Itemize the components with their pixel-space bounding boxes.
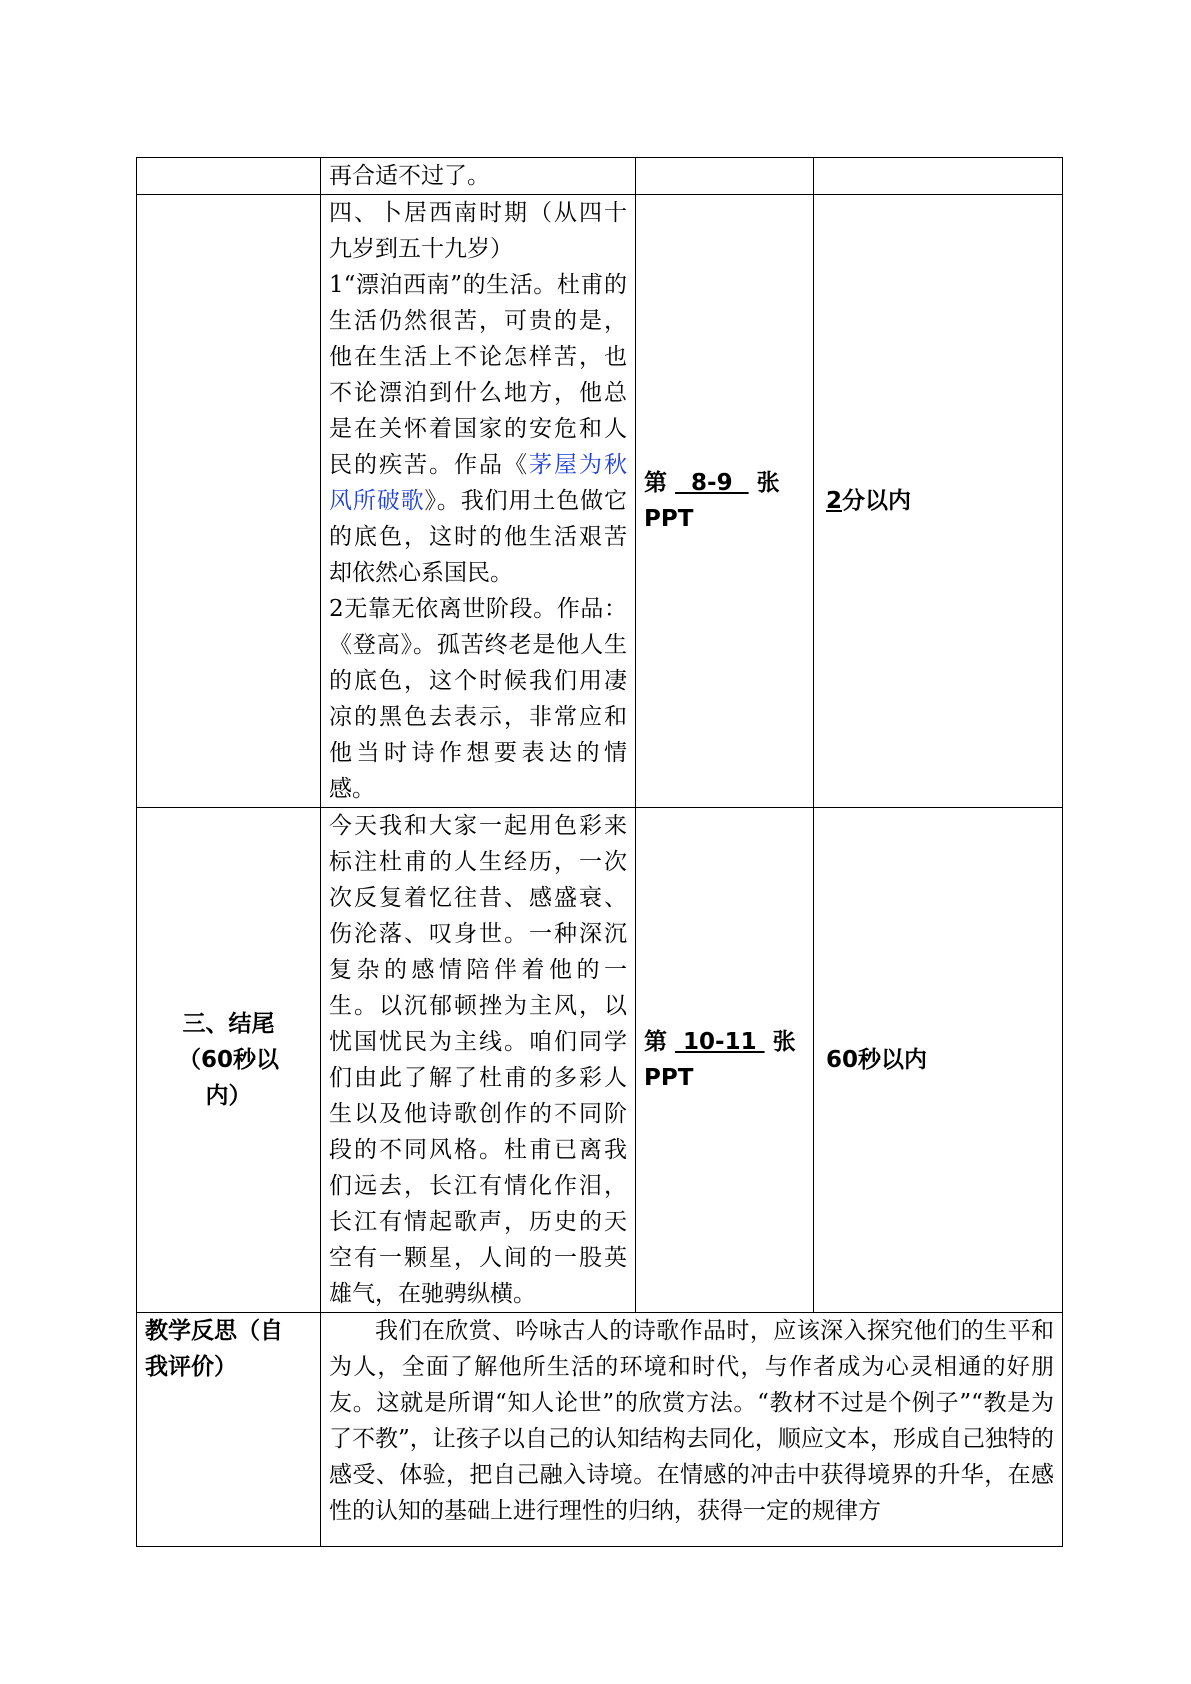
content-cell bbox=[321, 808, 636, 1313]
paragraph-1-text-a: 1“漂泊西南”的生活。杜甫的生活仍然很苦，可贵的是，他在生活上不论怎样苦，也不论漂泊到什么地方，他总是在关怀着国家的安危和人民的疾苦。作品《 bbox=[329, 272, 627, 478]
reflection-label-line1: 教学反思（自 bbox=[145, 1318, 283, 1344]
time-number: 2 bbox=[826, 488, 843, 514]
content-text: 再合适不过了。 bbox=[329, 163, 490, 189]
ppt-cell bbox=[636, 195, 814, 808]
stage-title: 三、结尾 bbox=[182, 1011, 275, 1037]
reflection-text: 我们在欣赏、吟咏古人的诗歌作品时，应该深入探究他们的生平和为人，全面了解他所生活的环境和时代，与作者成为心灵相通的好朋友。这就是所谓“知人论世”的欣赏方法。“教材不过是个例子”“教是为了不教”，让孩子以自己的认知结构去同化，顺应文本，形成自己独特的感受、体验，把自己融入诗境。在情感的冲击中获得境界的升华，在感性的认知的基础上进行理性的归纳，获得一定的规律方 bbox=[329, 1318, 1054, 1524]
lesson-plan-table bbox=[136, 157, 1063, 1547]
time-cell bbox=[814, 808, 1063, 1313]
paragraph-1 bbox=[329, 267, 627, 591]
poem-title-link[interactable]: 茅屋为秋风所破歌 bbox=[329, 452, 627, 514]
ppt-cell bbox=[636, 808, 814, 1313]
reflection-label-line2: 我评价） bbox=[145, 1354, 237, 1380]
time-text: 分以内 bbox=[842, 488, 912, 514]
section-heading: 四、卜居西南时期（从四十九岁到五十九岁） bbox=[329, 200, 627, 262]
time-text: 60秒以内 bbox=[826, 1047, 928, 1073]
stage-duration-line2: 内） bbox=[205, 1083, 252, 1109]
ppt-number: 10-11 bbox=[675, 1029, 765, 1055]
ppt-cell-empty bbox=[636, 158, 814, 195]
ppt-number: 8-9 bbox=[675, 470, 749, 496]
ppt-prefix: 第 bbox=[644, 1029, 667, 1055]
table-row bbox=[137, 1313, 1063, 1547]
stage-cell-empty bbox=[137, 195, 321, 808]
ppt-suffix: 张 bbox=[772, 1029, 796, 1055]
table-row bbox=[137, 158, 1063, 195]
stage-duration-line1: （60秒以 bbox=[177, 1047, 279, 1073]
reflection-label-cell bbox=[137, 1313, 321, 1547]
stage-cell bbox=[137, 808, 321, 1313]
ppt-unit: PPT bbox=[644, 1065, 694, 1091]
table-row bbox=[137, 808, 1063, 1313]
reflection-content-cell bbox=[321, 1313, 1063, 1547]
ppt-suffix: 张 bbox=[756, 470, 780, 496]
content-cell bbox=[321, 195, 636, 808]
ppt-prefix: 第 bbox=[644, 470, 667, 496]
time-cell bbox=[814, 195, 1063, 808]
paragraph-2: 2无靠无依离世阶段。作品：《登高》。孤苦终老是他人生的底色，这个时候我们用凄凉的黑色去表示，非常应和他当时诗作想要表达的情感。 bbox=[329, 596, 627, 802]
closing-text: 今天我和大家一起用色彩来标注杜甫的人生经历，一次次反复着忆往昔、感盛衰、伤沦落、叹身世。一种深沉复杂的感情陪伴着他的一生。以沉郁顿挫为主风，以忧国忧民为主线。咱们同学们由此了解了杜甫的多彩人生以及他诗歌创作的不同阶段的不同风格。杜甫已离我们远去，长江有情化作泪，长江有情起歌声，历史的天空有一颗星，人间的一股英雄气，在驰骋纵横。 bbox=[329, 813, 627, 1307]
stage-cell-empty bbox=[137, 158, 321, 195]
table-row bbox=[137, 195, 1063, 808]
content-cell bbox=[321, 158, 636, 195]
time-cell-empty bbox=[814, 158, 1063, 195]
ppt-unit: PPT bbox=[644, 506, 694, 532]
paragraph-1-text-b: 》。我们用土色做它的底色，这时的他生活艰苦却依然心系国民。 bbox=[329, 488, 627, 586]
